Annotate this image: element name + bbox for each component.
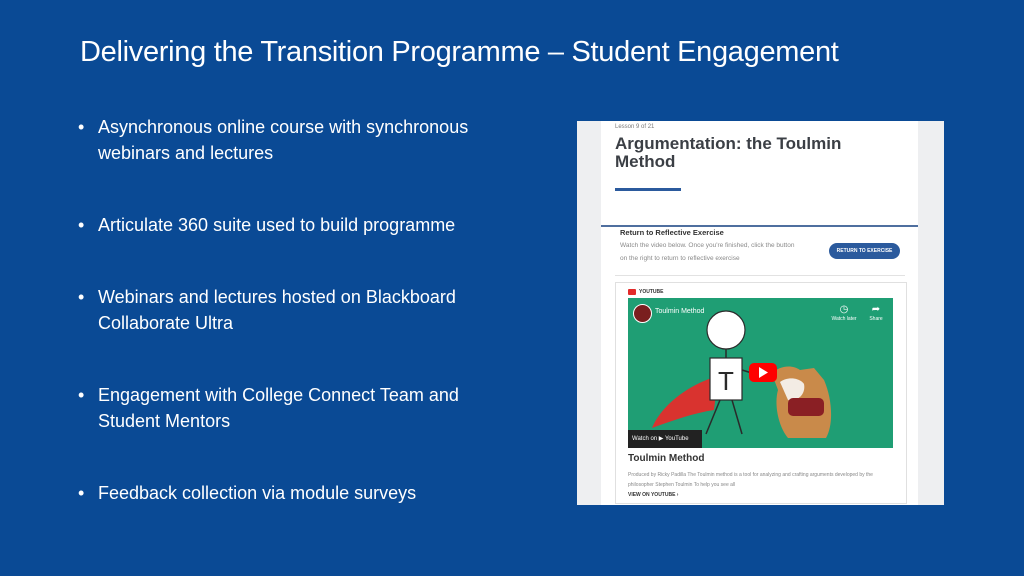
lesson-counter: Lesson 9 of 21 bbox=[615, 124, 655, 130]
section-divider bbox=[601, 225, 918, 227]
bullet-marker: • bbox=[78, 117, 85, 137]
bullet-item bbox=[78, 382, 508, 434]
bullet-text: Articulate 360 suite used to build programme bbox=[98, 215, 456, 235]
bullet-text: Feedback collection via module surveys bbox=[98, 483, 417, 503]
bullet-item bbox=[78, 284, 508, 336]
stick-figure-right-leg bbox=[732, 400, 742, 434]
watch-later-label: Watch later bbox=[831, 316, 857, 322]
bullet-marker: • bbox=[78, 483, 85, 503]
slide-title: Delivering the Transition Programme – Student Engagement bbox=[80, 36, 839, 68]
bullet-marker: • bbox=[78, 215, 85, 235]
share-icon: ➦ bbox=[871, 304, 881, 315]
video-title[interactable]: Toulmin Method bbox=[655, 308, 705, 315]
left-margin bbox=[577, 121, 601, 505]
youtube-label: YOUTUBE bbox=[639, 289, 664, 295]
content-divider bbox=[615, 275, 905, 276]
bullet-text: Webinars and lectures hosted on Blackboard Collaborate Ultra bbox=[98, 287, 456, 333]
youtube-icon bbox=[628, 289, 636, 295]
bullet-item bbox=[78, 480, 508, 506]
bullet-marker: • bbox=[78, 385, 85, 405]
cape-shape bbox=[652, 376, 718, 428]
video-card bbox=[615, 282, 907, 504]
bullet-text: Asynchronous online course with synchronous webinars and lectures bbox=[98, 117, 469, 163]
bullet-text: Engagement with College Connect Team and Student Mentors bbox=[98, 385, 459, 431]
lesson-title: Argumentation: the Toulmin Method bbox=[615, 134, 842, 171]
card-title[interactable]: Toulmin Method bbox=[628, 453, 705, 464]
instructions-text: Watch the video below. Once you're finished, click the button on the right to return to reflective exercise bbox=[620, 242, 795, 262]
section-heading: Return to Reflective Exercise bbox=[620, 228, 724, 237]
video-player[interactable] bbox=[628, 298, 893, 448]
watch-on-youtube-button[interactable]: Watch on ▶ YouTube bbox=[628, 430, 702, 448]
card-description: Produced by Ricky Padilla The Toulmin method is a tool for analyzing and crafting arguments developed by the philosopher Stephen Toulmin To help you see all bbox=[628, 472, 873, 488]
youtube-source-label bbox=[628, 289, 663, 295]
return-to-exercise-button[interactable]: RETURN TO EXERCISE bbox=[829, 243, 900, 259]
shirt-letter-t: T bbox=[718, 366, 734, 396]
bullet-item bbox=[78, 212, 508, 238]
share-label: Share bbox=[869, 316, 883, 322]
right-margin bbox=[918, 121, 944, 505]
view-on-youtube-link[interactable]: VIEW ON YOUTUBE › bbox=[628, 492, 679, 498]
title-accent-bar bbox=[615, 188, 681, 191]
bullet-item bbox=[78, 114, 508, 166]
video-thumbnail-illustration bbox=[628, 298, 893, 448]
dog-vest bbox=[788, 398, 824, 416]
stick-figure-head bbox=[707, 311, 745, 349]
bullet-marker: • bbox=[78, 287, 85, 307]
lesson-screenshot bbox=[577, 121, 944, 505]
clock-icon: ◷ bbox=[839, 304, 849, 315]
